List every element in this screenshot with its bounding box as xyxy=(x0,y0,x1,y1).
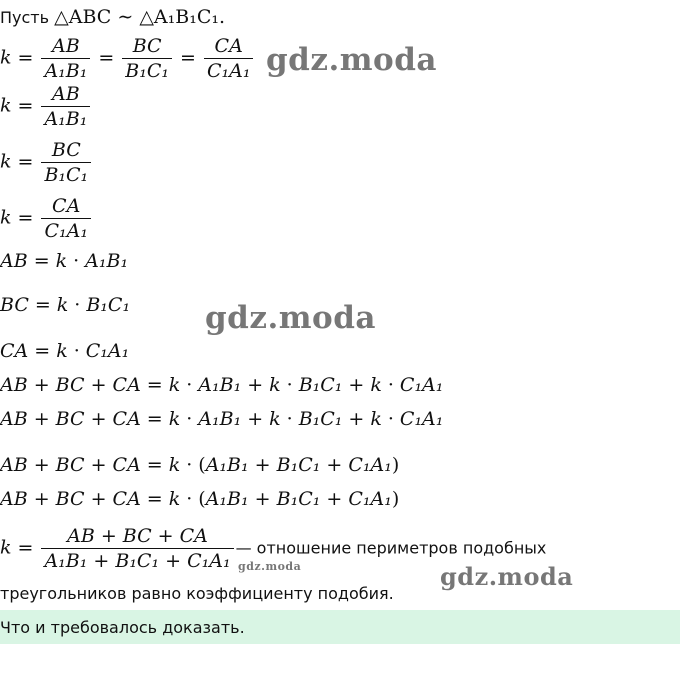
equals-sign: = xyxy=(146,488,163,510)
numerator: AB + BC + CA xyxy=(67,525,208,547)
numerator: AB xyxy=(52,35,80,57)
fraction-bc xyxy=(122,34,172,83)
numerator: CA xyxy=(214,35,243,57)
denominator: B₁C₁ xyxy=(125,60,170,82)
k-symbol: k xyxy=(269,374,281,396)
intro-line xyxy=(0,6,225,28)
segment: A₁B₁ xyxy=(198,374,242,396)
denominator: B₁C₁ xyxy=(44,164,89,186)
sum-rhs: A₁B₁ + B₁C₁ + C₁A₁ xyxy=(205,488,392,510)
k-symbol: k xyxy=(269,408,281,430)
plus-operator: + xyxy=(348,408,365,430)
perimeter-note: — отношение периметров подобных xyxy=(235,538,547,558)
k-symbol: k xyxy=(0,206,12,229)
equals-sign: = xyxy=(146,454,163,476)
open-paren: ( xyxy=(198,488,206,510)
close-paren: ) xyxy=(391,488,400,510)
sum-lhs: AB + BC + CA xyxy=(0,408,141,430)
equation-k-ca xyxy=(0,194,93,243)
watermark: gdz.moda xyxy=(205,300,376,336)
conclusion-box xyxy=(0,610,680,644)
equation-sum-expanded-1 xyxy=(0,374,443,396)
equation-ab xyxy=(0,250,128,272)
numerator: AB xyxy=(52,83,80,105)
sum-lhs: AB + BC + CA xyxy=(0,454,141,476)
equals-sign: = xyxy=(34,294,51,316)
watermark: gdz.moda xyxy=(440,562,574,591)
k-symbol: k xyxy=(56,294,69,316)
plus-operator: + xyxy=(348,374,365,396)
equals-sign: = xyxy=(146,408,163,430)
k-symbol: k xyxy=(55,250,68,272)
sum-lhs: AB + BC + CA xyxy=(0,488,141,510)
dot-operator: · xyxy=(286,408,293,430)
equation-k-ab xyxy=(0,82,92,131)
k-symbol: k xyxy=(168,374,181,396)
plus-operator: + xyxy=(247,408,264,430)
dot-operator: · xyxy=(186,408,193,430)
perimeter-note-line2: треугольников равно коэффициенту подобия. xyxy=(0,584,394,603)
fraction-perimeters xyxy=(41,524,233,573)
lhs: AB xyxy=(0,250,28,272)
segment: B₁C₁ xyxy=(298,408,343,430)
dot-operator: · xyxy=(186,374,193,396)
watermark: gdz.moda xyxy=(266,42,437,78)
dot-operator: · xyxy=(186,454,193,476)
equation-ca xyxy=(0,340,129,362)
dot-operator: · xyxy=(73,250,80,272)
equation-k-bc xyxy=(0,138,93,187)
segment: C₁A₁ xyxy=(399,374,444,396)
segment: A₁B₁ xyxy=(198,408,242,430)
fraction-ab xyxy=(41,82,90,131)
k-symbol: k xyxy=(0,150,12,173)
equation-sum-expanded-2 xyxy=(0,408,443,430)
lhs: BC xyxy=(0,294,29,316)
numerator: BC xyxy=(132,35,162,57)
watermark-small: gdz.moda xyxy=(238,560,302,573)
equals-sign: = xyxy=(146,374,163,396)
k-symbol: k xyxy=(370,408,382,430)
open-paren: ( xyxy=(198,454,206,476)
k-symbol: k xyxy=(370,374,382,396)
rhs-segment: B₁C₁ xyxy=(86,294,131,316)
sum-lhs: AB + BC + CA xyxy=(0,374,141,396)
equals-sign: = xyxy=(98,46,115,69)
equals-sign: = xyxy=(17,206,34,229)
equals-sign: = xyxy=(34,340,51,362)
rhs-segment: C₁A₁ xyxy=(85,340,130,362)
dot-operator: · xyxy=(387,408,394,430)
equals-sign: = xyxy=(180,46,196,69)
equation-sum-factored-1 xyxy=(0,454,399,476)
dot-operator: · xyxy=(186,488,193,510)
denominator: C₁A₁ xyxy=(206,60,251,82)
equation-bc xyxy=(0,294,130,316)
rhs-segment: A₁B₁ xyxy=(85,250,129,272)
dot-operator: · xyxy=(73,340,80,362)
equals-sign: = xyxy=(17,46,34,69)
denominator: C₁A₁ xyxy=(44,220,88,242)
k-symbol: k xyxy=(0,94,12,117)
numerator: CA xyxy=(52,195,81,217)
intro-label: Пусть xyxy=(0,8,50,27)
k-symbol: k xyxy=(168,488,181,510)
close-paren: ) xyxy=(391,454,400,476)
equals-sign: = xyxy=(17,536,34,559)
k-symbol: k xyxy=(56,340,68,362)
fraction-bc xyxy=(41,138,91,187)
denominator: A₁B₁ xyxy=(44,60,88,82)
segment: C₁A₁ xyxy=(399,408,444,430)
denominator: A₁B₁ + B₁C₁ + C₁A₁ xyxy=(44,550,231,572)
dot-operator: · xyxy=(387,374,394,396)
conclusion-text: Что и требовалось доказать. xyxy=(0,618,245,637)
k-symbol: k xyxy=(168,454,181,476)
equals-sign: = xyxy=(17,94,34,117)
fraction-ca xyxy=(41,194,91,243)
segment: B₁C₁ xyxy=(298,374,343,396)
fraction-ca xyxy=(204,34,254,83)
dot-operator: · xyxy=(74,294,81,316)
equation-sum-factored-2 xyxy=(0,488,399,510)
intro-math: △ABC ∼ △A₁B₁C₁. xyxy=(54,6,226,28)
equation-k-chain xyxy=(0,34,255,83)
equals-sign: = xyxy=(17,150,34,173)
fraction-ab xyxy=(41,34,90,83)
sum-rhs: A₁B₁ + B₁C₁ + C₁A₁ xyxy=(205,454,392,476)
equals-sign: = xyxy=(33,250,50,272)
k-symbol: k xyxy=(0,46,12,69)
denominator: A₁B₁ xyxy=(44,108,88,130)
dot-operator: · xyxy=(286,374,293,396)
numerator: BC xyxy=(51,139,81,161)
lhs: CA xyxy=(0,340,29,362)
plus-operator: + xyxy=(247,374,264,396)
k-symbol: k xyxy=(168,408,181,430)
k-symbol: k xyxy=(0,536,12,559)
